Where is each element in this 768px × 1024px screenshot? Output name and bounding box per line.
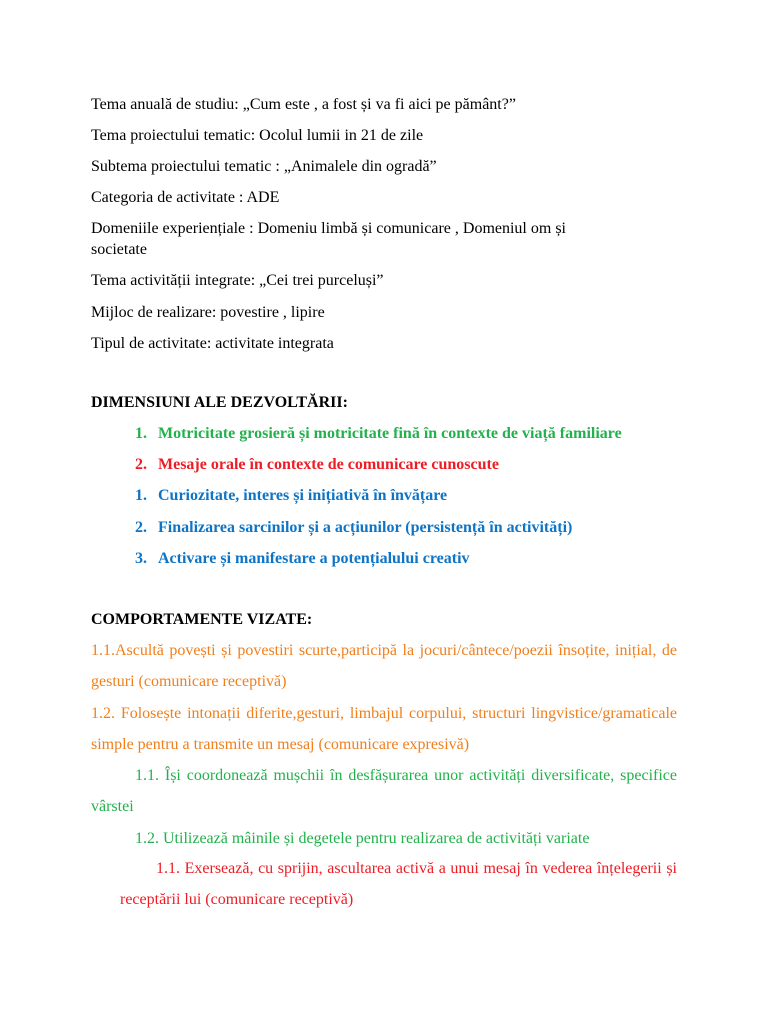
dimension-text: Activare și manifestare a potențialului creativ — [158, 550, 470, 567]
dimension-text: Finalizarea sarcinilor și a acțiunilor (persistență în activități) — [158, 519, 573, 536]
project-theme: Tema proiectului tematic: Ocolul lumii in 21 de zile — [91, 127, 424, 144]
dimension-item — [135, 548, 470, 569]
activity-type: Tipul de activitate: activitate integrata — [91, 335, 334, 352]
experiential-domains: Domeniile experiențiale : Domeniu limbă și comunicare , Domeniul om și societate — [91, 220, 566, 258]
dimension-item — [135, 517, 572, 538]
behavior-item: 1.1.Ascultă povești și povestiri scurte,participă la jocuri/cântece/poezii însoțite, inițial, de gesturi (comunicare receptivă) — [91, 642, 677, 690]
dimension-number: 2. — [135, 519, 147, 536]
dimension-item — [135, 485, 447, 506]
dimension-text: Motricitate grosieră și motricitate fină în contexte de viață familiare — [158, 425, 622, 442]
behavior-item: 1.1. Exersează, cu sprijin, ascultarea activă a unui mesaj în vederea înțelegerii și receptării lui (comunicare receptivă) — [120, 860, 677, 908]
dimension-item — [135, 423, 622, 444]
project-subtheme: Subtema proiectului tematic : „Animalele din ogradă” — [91, 158, 437, 175]
behavior-item: 1.2. Utilizează mâinile și degetele pentru realizarea de activități variate — [135, 830, 590, 847]
annual-theme: Tema anuală de studiu: „Cum este , a fost și va fi aici pe pământ?” — [91, 96, 516, 113]
dimension-number: 2. — [135, 456, 147, 473]
means-of-realization: Mijloc de realizare: povestire , lipire — [91, 304, 325, 321]
dimensions-heading: DIMENSIUNI ALE DEZVOLTĂRII: — [91, 394, 348, 411]
dimension-text: Curiozitate, interes și inițiativă în învățare — [158, 487, 448, 504]
dimension-number: 1. — [135, 487, 147, 504]
behavior-item: 1.2. Folosește intonații diferite,gesturi, limbajul corpului, structuri lingvistice/gramaticale simple pentru a transmite un mesaj (comunicare expresivă) — [91, 705, 677, 753]
behavior-item: 1.1. Își coordonează mușchii în desfășurarea unor activități diversificate, specifice vârstei — [91, 767, 677, 815]
dimension-item — [135, 454, 499, 475]
activity-category: Categoria de activitate : ADE — [91, 189, 280, 206]
behaviors-heading: COMPORTAMENTE VIZATE: — [91, 611, 313, 628]
integrated-activity-theme: Tema activității integrate: „Cei trei purceluși” — [91, 272, 384, 289]
dimension-text: Mesaje orale în contexte de comunicare cunoscute — [158, 456, 499, 473]
dimension-number: 1. — [135, 425, 147, 442]
dimension-number: 3. — [135, 550, 147, 567]
